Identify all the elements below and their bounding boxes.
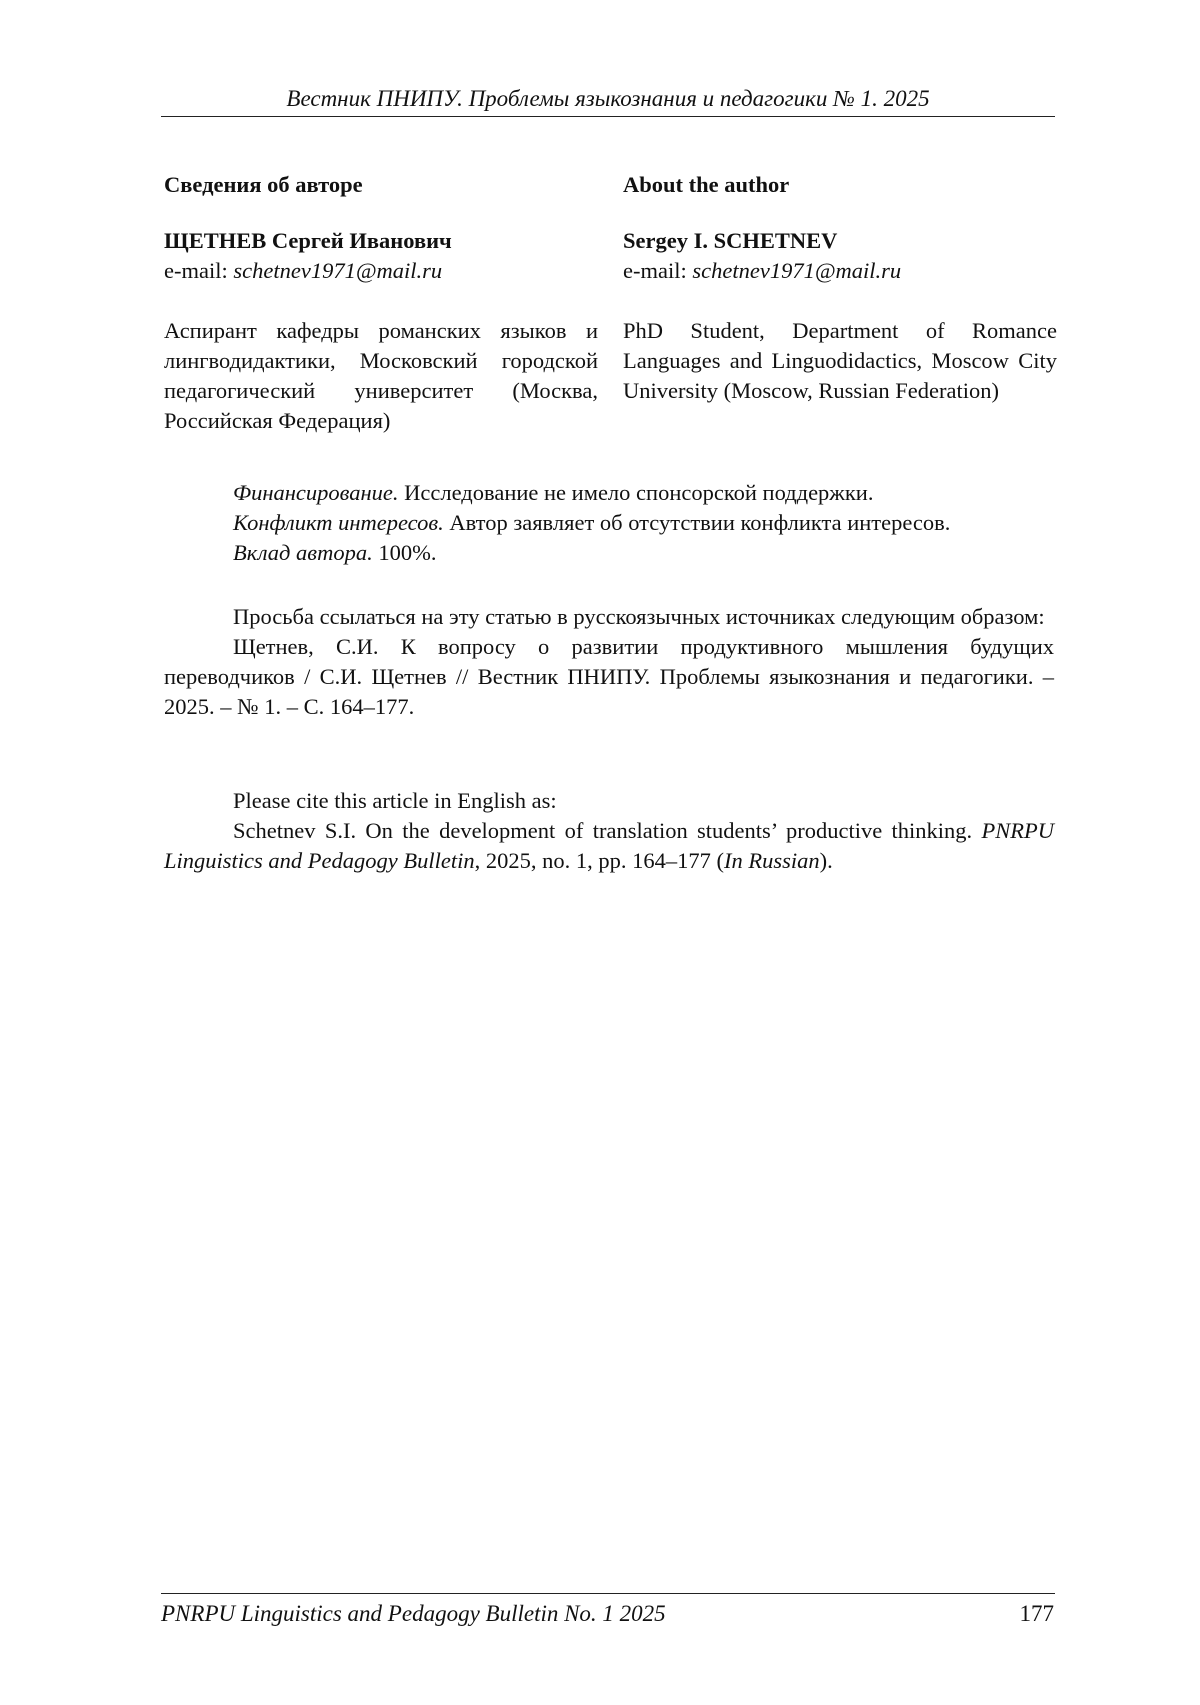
author-block-en [623,226,1057,406]
author-name-ru: ЩЕТНЕВ Сергей Иванович [164,226,598,256]
citation-en-ref-start: Schetnev S.I. On the development of translation students’ productive thinking. [233,818,982,843]
page-number: 177 [1018,1599,1054,1629]
funding-label: Финансирование. [233,480,399,505]
citation-en-reference [164,816,1054,876]
footer-rule [161,1593,1055,1594]
citation-en-intro: Please cite this article in English as: [164,786,1054,816]
email-label: e-mail: [623,258,692,283]
contribution-statement [164,538,1054,568]
citation-en-ref-middle: , 2025, no. 1, pp. 164–177 ( [475,848,724,873]
conflict-statement [164,508,1054,538]
author-heading-ru: Сведения об авторе [164,170,363,200]
author-affiliation-ru: Аспирант кафедры романских языков и лингводидактики, Московский городской педагогический университет (Москва, Российская Федерация) [164,316,598,436]
running-header: Вестник ПНИПУ. Проблемы языкознания и педагогики № 1. 2025 [161,84,1055,114]
citation-en [164,786,1054,876]
conflict-text: Автор заявляет об отсутствии конфликта интересов. [444,510,951,535]
funding-text: Исследование не имело спонсорской поддержки. [399,480,874,505]
email-label: e-mail: [164,258,233,283]
citation-en-journal: PNRPU Linguistics and Pedagogy Bulletin [164,818,1054,873]
citation-ru-intro: Просьба ссылаться на эту статью в русскоязычных источниках следующим образом: [164,602,1054,632]
author-affiliation-en: PhD Student, Department of Romance Languages and Linguodidactics, Moscow City University (Moscow, Russian Federation) [623,316,1057,406]
author-email-en [623,256,1057,286]
declarations [164,478,1054,568]
email-address: schetnev1971@mail.ru [692,258,901,283]
citation-ru [164,602,1054,722]
contribution-text: 100%. [373,540,437,565]
footer-journal-title: PNRPU Linguistics and Pedagogy Bulletin No. 1 2025 [161,1599,666,1629]
header-rule [161,116,1055,117]
author-block-ru [164,226,598,436]
author-name-en: Sergey I. SCHETNEV [623,226,1057,256]
citation-en-language: In Russian [724,848,820,873]
citation-ru-reference: Щетнев, С.И. К вопросу о развитии продуктивного мышления будущих переводчиков / С.И. Щетнев // Вестник ПНИПУ. Проблемы языкознания и педагогики. – 2025. – № 1. – С. 164–177. [164,632,1054,722]
funding-statement [164,478,1054,508]
conflict-label: Конфликт интересов. [233,510,444,535]
email-address: schetnev1971@mail.ru [233,258,442,283]
author-email-ru [164,256,598,286]
author-heading-en: About the author [623,170,789,200]
citation-en-ref-end: ). [820,848,833,873]
contribution-label: Вклад автора. [233,540,373,565]
